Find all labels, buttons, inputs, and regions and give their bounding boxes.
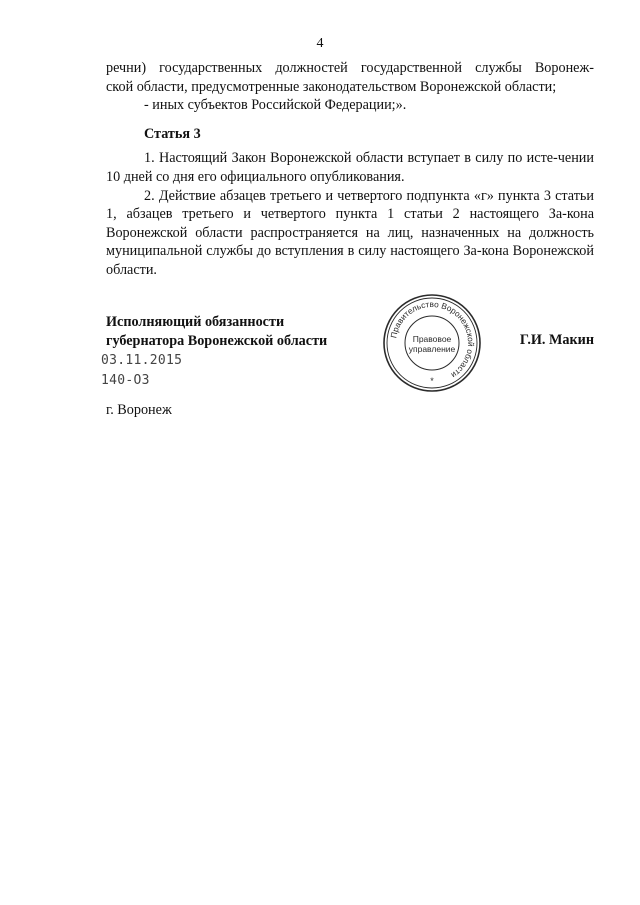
signatory-title-line-2: губернатора Воронежской области — [106, 332, 328, 349]
official-stamp — [381, 292, 483, 394]
signer-name: Г.И. Макин — [519, 332, 594, 348]
registration-date: 03.11.2015 — [101, 353, 183, 368]
document-body — [106, 59, 594, 280]
paragraph-continuation-line-1: речни) государственных должностей государственной службы Воронеж- — [106, 60, 594, 76]
signatory-title-line-1: Исполняющий обязанности — [106, 314, 285, 330]
stamp-ring-text: Правительство Воронежской области — [388, 298, 477, 381]
paragraph-entry-into-force: 1. Настоящий Закон Воронежской области вступает в силу по исте-чении 10 дней со дня его официального опубликования. — [106, 150, 594, 185]
stamp-star-icon: * — [430, 376, 434, 386]
signatory-title — [106, 313, 327, 350]
article-heading: Статья 3 — [144, 125, 201, 142]
paragraph-continuation-line-2: ской области, предусмотренные законодательством Воронежской области; — [106, 78, 557, 95]
paragraph-other-subjects: - иных субъектов Российской Федерации;». — [144, 97, 407, 114]
city-name: г. Воронеж — [106, 402, 172, 418]
registration-number: 140-ОЗ — [101, 373, 150, 388]
paragraph-scope-of-action: 2. Действие абзацев третьего и четвертого подпункта «г» пункта 3 статьи 1, абзацев третьего и четвертого пункта 1 статьи 2 настоящего За-кона Воронежской области распространяется на лиц, назначенных на должность муниципальной службы до вступления в силу настоящего За-кона Воронежской области. — [106, 187, 594, 278]
stamp-inner-text-1: Правовое — [412, 334, 452, 344]
stamp-inner-text-2: управление — [408, 344, 456, 354]
registration-block — [101, 351, 182, 391]
page-number: 4 — [316, 36, 324, 51]
